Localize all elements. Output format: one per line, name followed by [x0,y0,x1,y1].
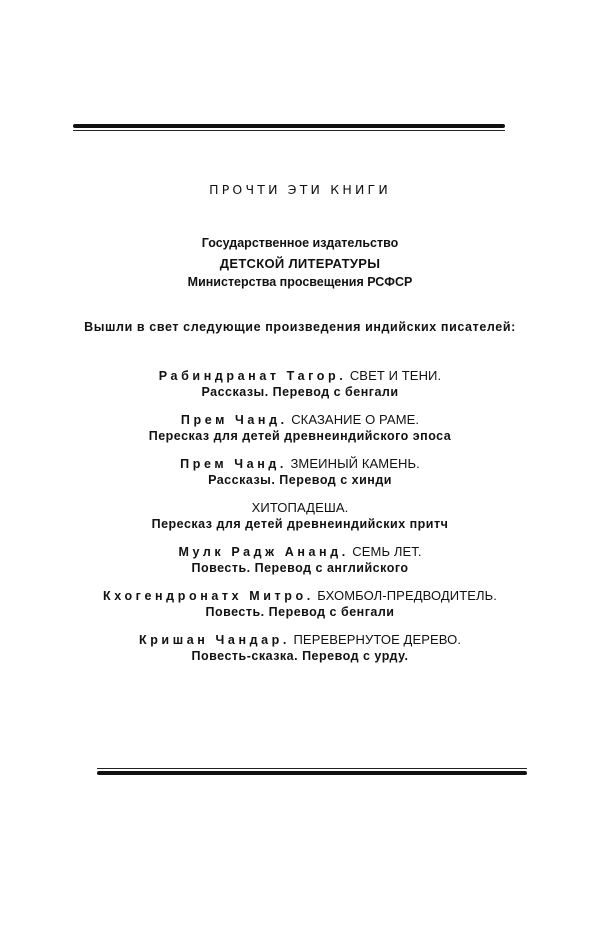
book-item [0,587,600,621]
bottom-rule-thin-line [97,768,527,769]
top-double-rule [73,124,505,132]
publisher-line-1: Государственное издательство [201,236,399,250]
book-heading-line [0,543,600,560]
book-heading-line [0,367,600,384]
book-item [0,455,600,489]
book-title: СЕМЬ ЛЕТ. [352,544,422,559]
book-description: Повесть. Перевод с бенгали [205,605,395,619]
book-description: Повесть-сказка. Перевод с урду. [191,649,409,663]
top-rule-thin-line [73,130,505,131]
book-heading-line [0,631,600,648]
book-description: Рассказы. Перевод с бенгали [201,385,399,399]
intro-text: Вышли в свет следующие произведения индийских писателей: [84,320,516,334]
publisher-line-2: ДЕТСКОЙ ЛИТЕРАТУРЫ [219,255,381,271]
book-author: Кхогендронатх Митро. [102,589,314,603]
book-description: Повесть. Перевод с английского [191,561,409,575]
book-item [0,631,600,665]
book-author: Мулк Радж Ананд. [178,545,349,559]
book-heading-line [0,455,600,472]
book-description: Пересказ для детей древнеиндийских притч [151,517,449,531]
top-rule-thick-line [73,124,505,128]
book-author: Рабиндранат Тагор. [158,369,347,383]
book-title: БХОМБОЛ-ПРЕДВОДИТЕЛЬ. [317,588,498,603]
book-item [0,499,600,533]
book-heading-line [0,411,600,428]
book-item [0,411,600,445]
book-title: ПЕРЕВЕРНУТОЕ ДЕРЕВО. [293,632,462,647]
book-item [0,367,600,401]
book-title: ЗМЕИНЫЙ КАМЕНЬ. [290,456,420,471]
book-list [0,367,600,675]
publisher-block [0,234,600,293]
book-author: Прем Чанд. [180,457,287,471]
book-description: Пересказ для детей древнеиндийского эпоса [148,429,452,443]
book-heading-line [0,587,600,604]
bottom-double-rule [97,768,527,777]
page-heading: ПРОЧТИ ЭТИ КНИГИ [209,182,391,197]
book-title: СВЕТ И ТЕНИ. [349,368,442,383]
publisher-line-3: Министерства просвещения РСФСР [187,275,413,289]
book-title: СКАЗАНИЕ О РАМЕ. [291,412,420,427]
book-item [0,543,600,577]
book-author: Прем Чанд. [180,413,288,427]
book-title: ХИТОПАДЕША. [251,500,349,515]
bottom-rule-thick-line [97,771,527,775]
book-author: Кришан Чандар. [138,633,290,647]
book-heading-line [0,499,600,516]
book-description: Рассказы. Перевод с хинди [208,473,392,487]
